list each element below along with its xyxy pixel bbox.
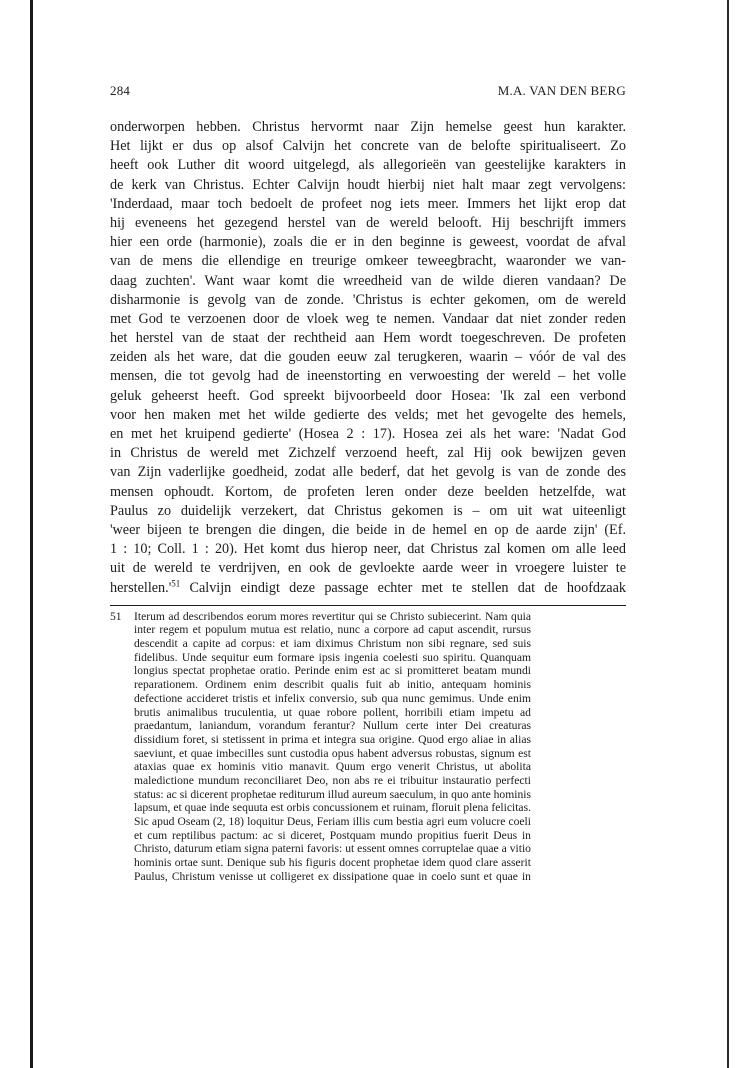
footnote-line: fidelibus. Unde sequitur eum formare ipsis ingenia coelesti suo spiritu. Quanquam (134, 650, 531, 664)
body-line: voor hen maken met het wilde gedierte des velds; met het gevogelte des hemels, (110, 406, 626, 423)
footnote-line: defectione accideret tristis et infelix conversio, sub qua nunc gemimus. Unde enim (134, 691, 531, 705)
footnote-line: descendit a capite ad corpus: et iam diximus Christum non sibi regnare, sed suis (134, 637, 531, 651)
body-text (110, 118, 626, 579)
body-line: het herstel van de staat der rechtheid aan Hem wordt toegeschreven. De profeten (110, 330, 626, 347)
footnote-line: brutis animalibus truculentia, ut quae robore pollent, horribili etiam impetu ad (134, 705, 531, 719)
body-line: daag zuchten'. Want waar komt die wreedheid van de wilde dieren vandaan? De (110, 272, 626, 289)
footnote-line: Christo, daturum etiam signa paterni favoris: ut essent omnes corruptelae quae a vitio (134, 842, 531, 856)
body-line: hij eveneens het gezegend herstel van de wereld belooft. Hij beschrijft immers (110, 214, 626, 231)
footnote-body (134, 610, 531, 884)
last-line-end: Calvijn eindigt deze passage echter met te stellen dat de hoofdzaak (180, 579, 626, 596)
footnote-line: lapsum, et quae inde sequuta est orbis concussionem et ruinam, floruit plena felicitas. (134, 801, 531, 815)
body-line: onderworpen hebben. Christus hervormt naar Zijn hemelse geest hun karakter. (110, 119, 626, 135)
body-line: mensen ophoudt. Kortom, de profeten leren onder deze beelden hetzelfde, wat (110, 483, 626, 500)
body-line: in Christus de wereld met Zichzelf verzoend heeft, zal Hij ook bewijzen geven (110, 445, 626, 462)
body-line: hier een orde (harmonie), zoals die er in den beginne is geweest, voordat de afval (110, 234, 626, 251)
body-line: 'weer bijeen te brengen die dingen, die beide in de hemel en op de aarde zijn' (Ef. (110, 521, 626, 538)
page-number: 284 (110, 83, 131, 98)
body-line: en met het kruipend gedierte' (Hosea 2 : 17). Hosea zei als het ware: 'Nadat God (110, 426, 626, 442)
footnote (110, 610, 626, 884)
footnote-line: et cum reptilibus pactum: ac si diceret, Postquam mundo propitius fuerit Deus in (134, 828, 531, 842)
footnote-line: longius spectat prophetae oratio. Perinde enim est ac si promitteret beatam mundi (134, 664, 531, 678)
body-line-last (110, 579, 626, 598)
footnote-line: ataxias quae ex hominis vitio manavit. Quum ergo venerit Christus, ut abolita (134, 760, 531, 774)
footnote-line: reparationem. Ordinem enim describit qualis fuit ab initio, antequam hominis (134, 678, 531, 692)
footnote-line: maledictione mundum reconciliaret Deo, non abs re ei tribuitur instauratio perfecti (134, 773, 531, 787)
body-line: de kerk van Christus. Echter Calvijn houdt hierbij niet halt maar zegt vervolgens: (110, 176, 626, 193)
body-line: uit de wereld te verdrijven, en ook de gevloekte aarde weer in vroegere luister te (110, 560, 626, 577)
footnote-line: Sic apud Oseam (2, 18) loquitur Deus, Feriam illis cum bestia agri eum volucre coeli (134, 815, 531, 828)
body-line: van Zijn vaderlijke goedheid, zodat alle bederf, dat het gevolg is van de zonde des (110, 464, 626, 481)
footnote-line: hominis ortae sunt. Denique sub his figuris docent prophetae idem quod clare asserit (134, 856, 531, 870)
page-content (110, 82, 626, 883)
body-line: Het lijkt er dus op alsof Calvijn het concrete van de belofte spiritualiseert. Zo (110, 138, 626, 155)
body-line: mensen, die tot gevolg had de ineenstorting en verwoesting der wereld – het volle (110, 368, 626, 385)
running-head (110, 82, 626, 100)
footnote-number: 51 (110, 609, 122, 623)
body-line: heeft ook Luther dit woord uitgelegd, als allegorieën van geestelijke karakters in (110, 157, 626, 174)
footnote-line: praedantum, laniandum, vorandum ferantur? Nullum certe inter Dei creaturas (134, 719, 531, 733)
footnote-line: dissidium foret, si stetissent in prima et integra sua origine. Quod ergo aliae in alias (134, 732, 531, 746)
footnote-line: inter regem et populum mutua est relatio, nunc a corpore ad caput ascendit, rursus (134, 623, 531, 637)
body-last-line-wrap (110, 579, 626, 598)
running-head-author: M.A. VAN DEN BERG (497, 83, 626, 98)
body-line: 'Inderdaad, maar toch bedoelt de profeet nog iets meer. Immers het lijkt erop dat (110, 195, 626, 212)
footnote-line: Iterum ad describendos eorum mores revertitur qui se Christo subiecerint. Nam quia (134, 609, 531, 623)
body-line: disharmonie is gevolg van de zonde. 'Christus is echter gekomen, om de wereld (110, 291, 626, 308)
footnote-line: Paulus, Christum venisse ut colligeret ex dissipatione quae in coelo sunt et quae in (134, 869, 531, 883)
body-line: 1 : 10; Coll. 1 : 20). Het komt dus hierop neer, dat Christus zal komen om alle leed (110, 541, 626, 558)
footnote-rule (110, 605, 626, 606)
last-line-start: herstellen.' (110, 579, 172, 596)
footnote-line: saeviunt, et quae imbecilles sunt custodia opus habent adversus robustas, signum est (134, 746, 531, 760)
body-line: zeiden als het ware, dat die gouden eeuw zal terugkeren, waarin – vóór de val des (110, 349, 626, 366)
footnote-line: status: ac si dicerent prophetae rediturum illud aureum saeculum, in quo ante hominis (134, 787, 531, 801)
body-line: Paulus zo duidelijk verzekert, dat Christus gekomen is – om uit wat uiteenligt (110, 502, 626, 519)
footnote-reference[interactable]: 51 (171, 577, 181, 588)
body-line: met God te verzoenen door de vloek weg te nemen. Vandaar dat niet zonder reden (110, 310, 626, 327)
body-line: geluk geheerst heeft. God spreekt bijvoorbeeld door Hosea: 'Ik zal een verbond (110, 387, 626, 404)
body-line: van de mens die ellendige en treurige omkeer teweegbracht, waaronder we van- (110, 253, 626, 270)
